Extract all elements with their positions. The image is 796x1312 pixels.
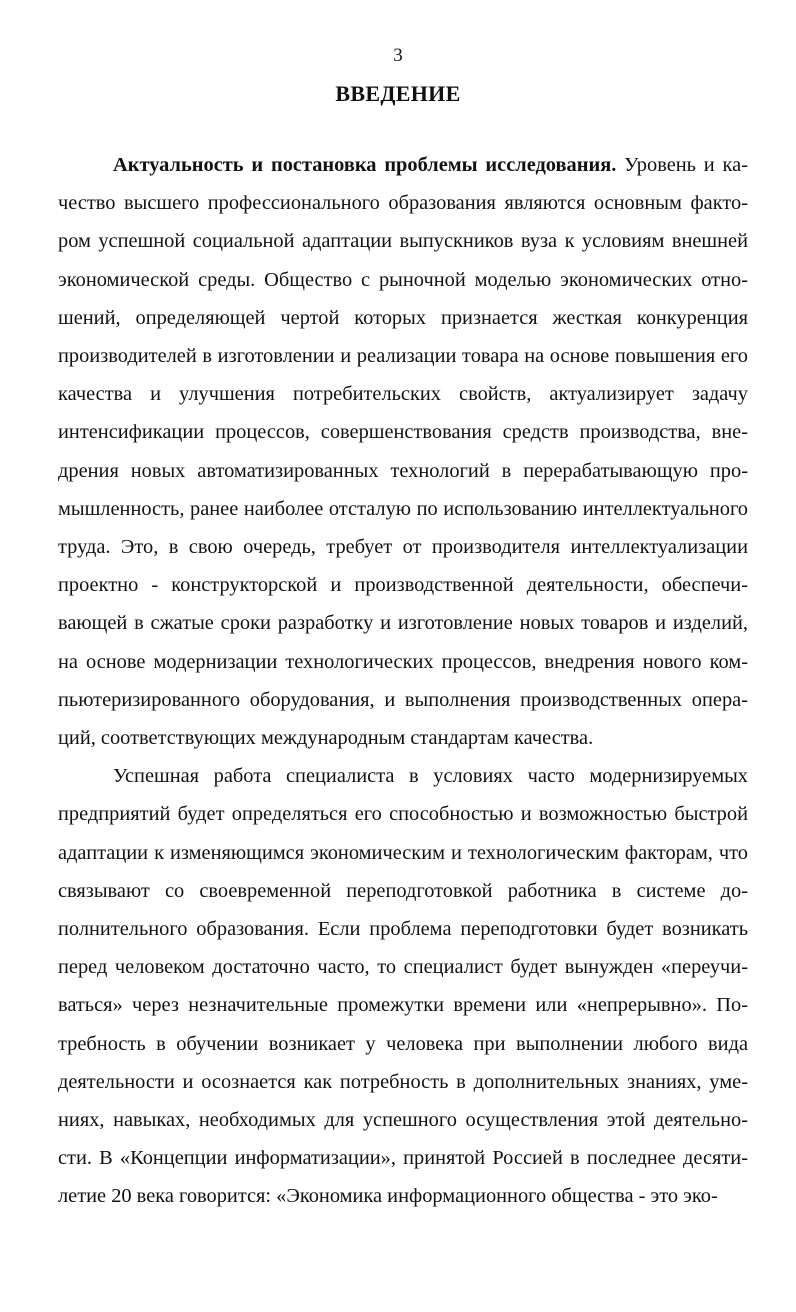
paragraph-text: Уровень и качество высшего профессионального образования являются основным фактором успешной социальной адаптации выпускников вуза к условиям внешней экономической среды. Общество с рыночной моделью экономических отношений, определяющей чертой которых признается жесткая конкуренция производителей в изготовлении и реализации товара на основе повышения его качества и улучшения потребительских свойств, актуализирует задачу интенсификации процессов, совершенствования средств производства, внедрения новых автоматизированных технологий в перерабатывающую промышленность, ранее наиболее отсталую по использованию интеллектуального труда. Это, в свою очередь, требует от производителя интеллектуализации проектно - конструкторской и производственной деятельности, обеспечивающей в сжатые сроки разработку и изготовление новых товаров и изделий, на основе модернизации технологических процессов, внедрения нового компьютеризированного оборудования, и выполнения производственных операций, соответствующих международным стандартам качества. — [58, 154, 748, 750]
paragraph-relevance — [58, 146, 748, 757]
paragraph-text: Успешная работа специалиста в условиях часто модернизируемых предприятий будет определяться его способностью и возможностью быстрой адаптации к изменяющимся экономическим и технологическим факторам, что связывают со своевременной переподготовкой работника в системе дополнительного образования. Если проблема переподготовки будет возникать перед человеком достаточно часто, то специалист будет вынужден «переучиваться» через незначительные промежутки времени или «непрерывно». Потребность в обучении возникает у человека при выполнении любого вида деятельности и осознается как потребность в дополнительных знаниях, умениях, навыках, необходимых для успешного осуществления этой деятельности. В «Концепции информатизации», принятой Россией в последнее десятилетие 20 века говорится: «Экономика информационного общества - это эко- — [58, 765, 748, 1208]
paragraph-lead-heading: Актуальность и постановка проблемы исследования. — [113, 154, 617, 176]
paragraph-specialist-work — [58, 757, 748, 1215]
body-text — [58, 146, 748, 1216]
section-title: ВВЕДЕНИЕ — [335, 81, 461, 106]
page-number: 3 — [393, 45, 403, 66]
